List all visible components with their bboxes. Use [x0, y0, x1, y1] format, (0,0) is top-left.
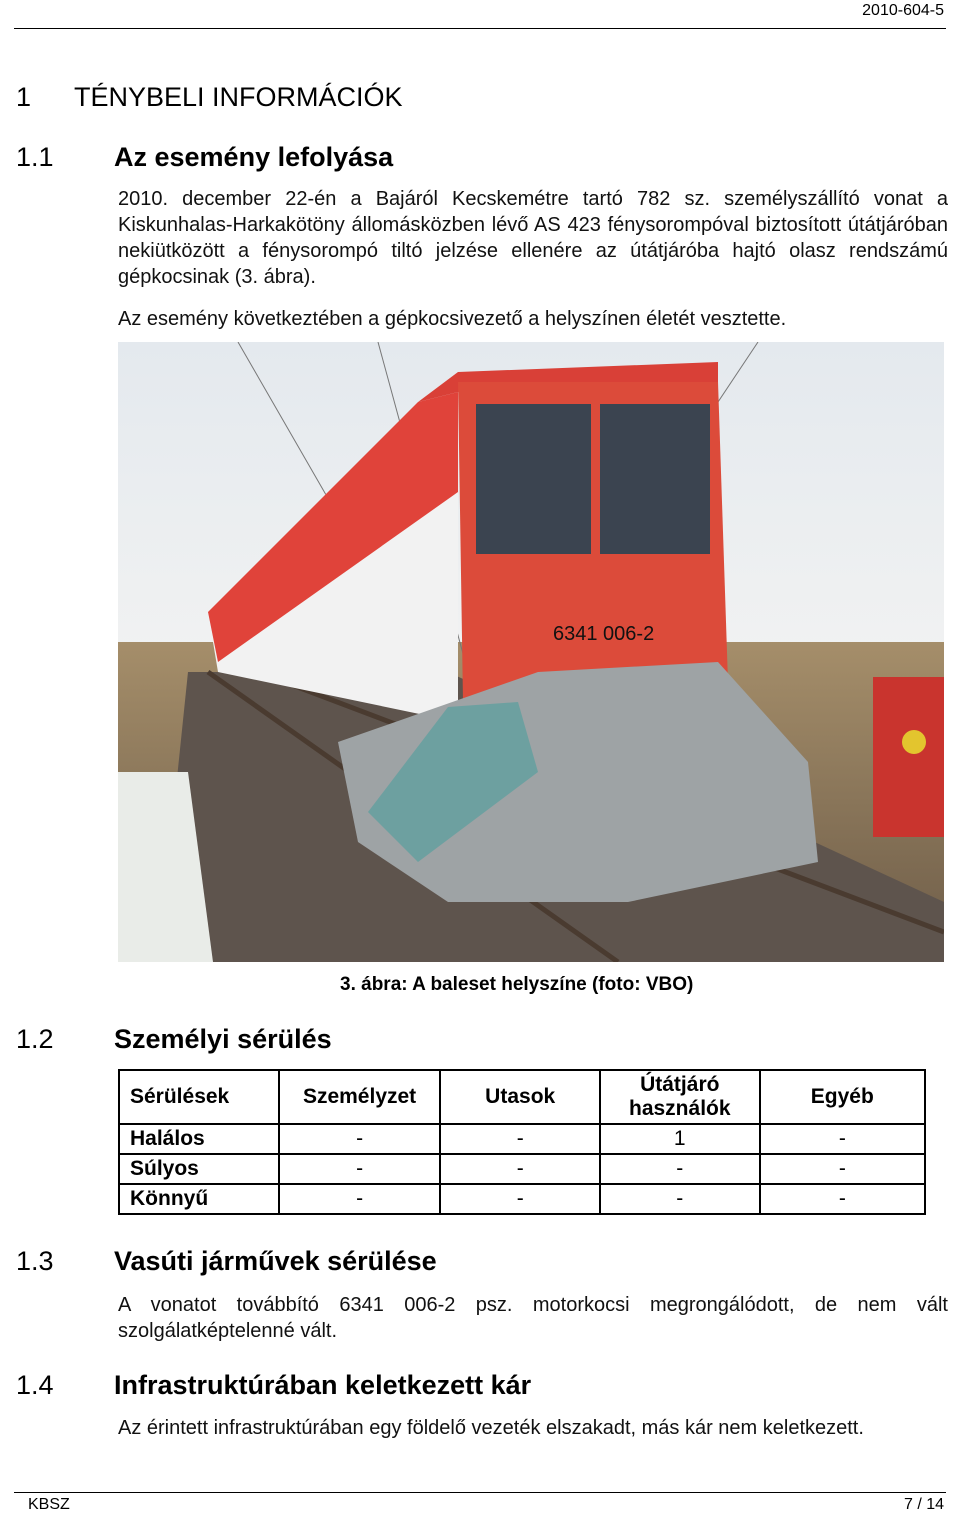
- col-header-injuries: Sérülések: [119, 1070, 279, 1124]
- table-cell: -: [760, 1154, 925, 1184]
- table-cell: -: [279, 1124, 441, 1154]
- document-code: 2010-604-5: [862, 2, 944, 19]
- footer-org: KBSZ: [28, 1496, 70, 1513]
- vehicle-damage-text: A vonatot továbbító 6341 006-2 psz. motorkocsi megrongálódott, de nem vált szolgálatképtelenné vált.: [118, 1294, 948, 1342]
- section-number: 1.2: [16, 1024, 54, 1054]
- event-consequence: Az esemény következtében a gépkocsivezető a helyszínen életét vesztette.: [118, 308, 787, 330]
- figure-caption: 3. ábra: A baleset helyszíne (foto: VBO): [340, 974, 694, 995]
- accident-photo: [118, 342, 944, 962]
- col-header-crossing-users: Útátjáró használók: [600, 1070, 760, 1124]
- table-header-row: [119, 1070, 925, 1124]
- section-heading-1-1: [16, 142, 393, 173]
- section-title: Az esemény lefolyása: [114, 142, 394, 172]
- section-number: 1.3: [16, 1246, 54, 1276]
- header-divider: [14, 28, 946, 29]
- section-heading-1: [16, 82, 403, 113]
- table-cell: -: [440, 1154, 599, 1184]
- table-cell: -: [760, 1184, 925, 1214]
- row-label: Súlyos: [119, 1154, 279, 1184]
- section-title: TÉNYBELI INFORMÁCIÓK: [74, 82, 403, 112]
- row-label: Könnyű: [119, 1184, 279, 1214]
- fire-truck: [873, 677, 944, 837]
- section-heading-1-4: [16, 1370, 531, 1401]
- event-description: 2010. december 22-én a Bajáról Kecskemétre tartó 782 sz. személyszállító vonat a Kiskunhalas-Harkakötöny állomásközben lévő AS 423 fénysorompóval biztosított útátjáróban nekiütközött a fénysorompó tiltó jelzése ellenére az útátjáróba hajtó olasz rendszámú gépkocsinak (3. ábra).: [118, 188, 948, 288]
- infrastructure-damage-text: Az érintett infrastruktúrában egy földelő vezeték elszakadt, más kár nem keletkezett.: [118, 1417, 864, 1439]
- col-header-other: Egyéb: [760, 1070, 925, 1124]
- section-title: Vasúti járművek sérülése: [114, 1246, 437, 1276]
- cab-window: [476, 404, 591, 554]
- table-row: [119, 1184, 925, 1214]
- table-cell: -: [279, 1184, 441, 1214]
- section-number: 1.1: [16, 142, 54, 172]
- table-cell: -: [600, 1154, 760, 1184]
- table-cell: -: [440, 1124, 599, 1154]
- section-heading-1-3: [16, 1246, 437, 1277]
- firefighter: [902, 730, 926, 754]
- table-row: [119, 1124, 925, 1154]
- table-cell: -: [600, 1184, 760, 1214]
- page-number: 7 / 14: [903, 1496, 944, 1513]
- table-cell: -: [440, 1184, 599, 1214]
- section-heading-1-2: [16, 1024, 332, 1055]
- col-header-staff: Személyzet: [279, 1070, 441, 1124]
- section-number: 1: [16, 82, 32, 112]
- section-title: Személyi sérülés: [114, 1024, 332, 1054]
- vehicle-number-plate: 6341 006-2: [553, 623, 655, 645]
- footer-divider: [14, 1492, 946, 1493]
- section-number: 1.4: [16, 1370, 54, 1400]
- table-cell: 1: [600, 1124, 760, 1154]
- cab-window: [600, 404, 710, 554]
- injury-table: [118, 1069, 926, 1215]
- section-title: Infrastruktúrában keletkezett kár: [114, 1370, 532, 1400]
- table-cell: -: [279, 1154, 441, 1184]
- row-label: Halálos: [119, 1124, 279, 1154]
- table-cell: -: [760, 1124, 925, 1154]
- table-row: [119, 1154, 925, 1184]
- col-header-passengers: Utasok: [440, 1070, 599, 1124]
